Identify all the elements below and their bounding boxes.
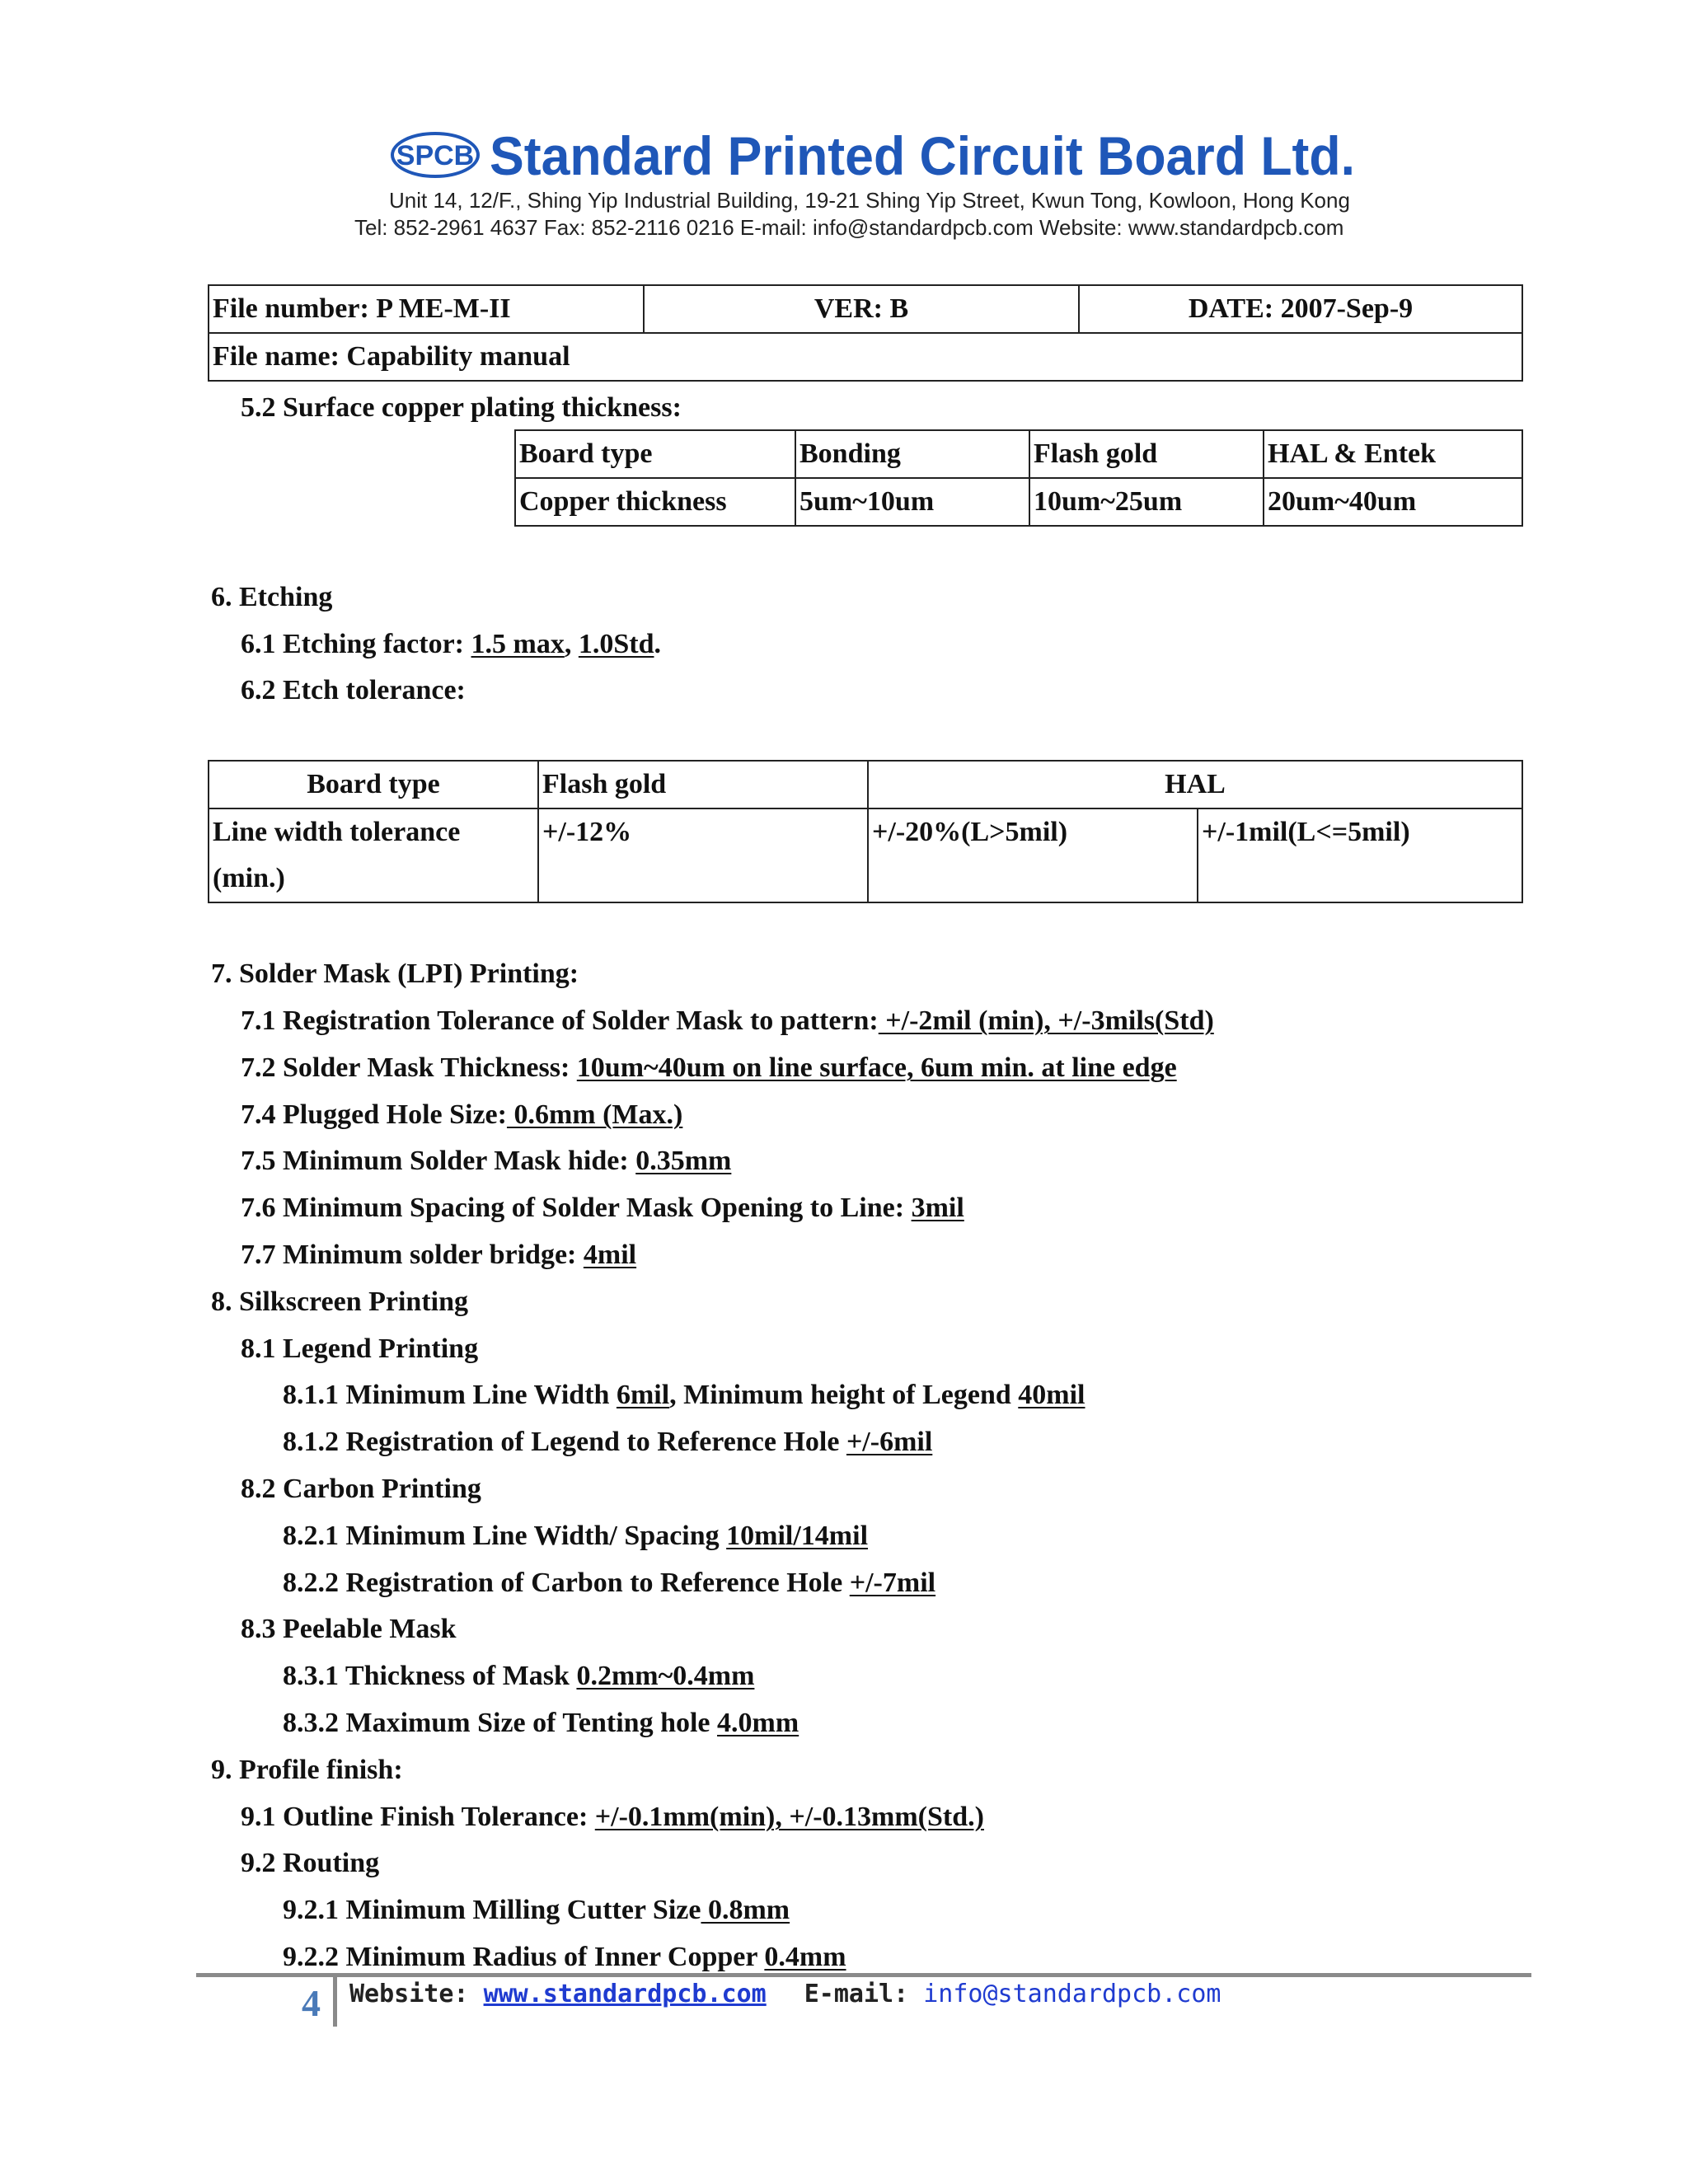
logo-mark: SPCB [396,140,475,171]
table-cell: Copper thickness [515,478,795,526]
section-6-1: 6.1 Etching factor: 1.5 max, 1.0Std. [241,629,661,659]
section-8-2-1: 8.2.1 Minimum Line Width/ Spacing 10mil/14mil [283,1521,869,1551]
table-cell: 5um~10um [795,478,1029,526]
section-7-2: 7.2 Solder Mask Thickness: 10um~40um on line surface, 6um min. at line edge [241,1052,1177,1083]
footer-website-link[interactable]: www.standardpcb.com [483,1980,767,2008]
section-8-1-1: 8.1.1 Minimum Line Width 6mil, Minimum height of Legend 40mil [283,1380,1085,1410]
section-8-heading: 8. Silkscreen Printing [211,1286,468,1317]
section-8-3-2: 8.3.2 Maximum Size of Tenting hole 4.0mm [283,1708,799,1738]
table-cell: +/-12% [538,808,868,902]
table-cell: +/-1mil(L<=5mil) [1198,808,1522,902]
table-header-cell: Board type [209,761,538,808]
section-7-1: 7.1 Registration Tolerance of Solder Mask to pattern: +/-2mil (min), +/-3mils(Std) [241,1005,1214,1036]
section-8-3: 8.3 Peelable Mask [241,1614,457,1644]
section-6-heading: 6. Etching [211,582,333,612]
company-name: Standard Printed Circuit Board Ltd. [490,125,1355,186]
table-cell: 10um~25um [1029,478,1264,526]
copper-thickness-table [514,429,1523,527]
file-info-table [208,284,1523,382]
footer-email-label: E-mail: [804,1980,924,2008]
section-9-heading: 9. Profile finish: [211,1755,403,1785]
section-8-2-2: 8.2.2 Registration of Carbon to Reference Hole +/-7mil [283,1568,936,1598]
footer-page-divider [333,1977,337,2027]
section-7-4: 7.4 Plugged Hole Size: 0.6mm (Max.) [241,1099,683,1130]
company-logo [387,124,1360,198]
table-header-cell: HAL & Entek [1264,430,1522,478]
table-header-cell: Flash gold [1029,430,1264,478]
table-header-cell: Flash gold [538,761,868,808]
section-8-1-2: 8.1.2 Registration of Legend to Reference Hole +/-6mil [283,1427,933,1457]
section-6-2: 6.2 Etch tolerance: [241,675,466,705]
file-version: VER: B [644,285,1079,333]
section-8-2: 8.2 Carbon Printing [241,1474,481,1504]
section-8-1: 8.1 Legend Printing [241,1333,479,1364]
etch-tolerance-table [208,760,1523,903]
table-header-cell: Board type [515,430,795,478]
section-7-heading: 7. Solder Mask (LPI) Printing: [211,958,579,989]
section-7-5: 7.5 Minimum Solder Mask hide: 0.35mm [241,1146,732,1176]
company-contact: Tel: 852-2961 4637 Fax: 852-2116 0216 E-mail: info@standardpcb.com Website: www.standardpcb.com [354,215,1344,240]
file-name: File name: Capability manual [209,333,1522,381]
file-date: DATE: 2007-Sep-9 [1079,285,1522,333]
section-7-6: 7.6 Minimum Spacing of Solder Mask Opening to Line: 3mil [241,1193,964,1223]
section-8-3-1: 8.3.1 Thickness of Mask 0.2mm~0.4mm [283,1661,755,1691]
footer-contact [349,1980,1221,2008]
company-address: Unit 14, 12/F., Shing Yip Industrial Building, 19-21 Shing Yip Street, Kwun Tong, Kowloon, Hong Kong [389,188,1350,213]
footer-divider [196,1973,1531,1977]
file-number: File number: P ME-M-II [209,285,644,333]
table-header-cell: Bonding [795,430,1029,478]
section-9-2: 9.2 Routing [241,1848,380,1878]
page-number: 4 [302,1982,321,2024]
table-cell: Line width tolerance (min.) [209,808,538,902]
section-9-2-1: 9.2.1 Minimum Milling Cutter Size 0.8mm [283,1895,790,1925]
table-cell: +/-20%(L>5mil) [868,808,1198,902]
section-9-2-2: 9.2.2 Minimum Radius of Inner Copper 0.4mm [283,1942,846,1972]
footer-website-label: Website: [349,1980,484,2008]
table-header-cell: HAL [868,761,1522,808]
section-7-7: 7.7 Minimum solder bridge: 4mil [241,1240,637,1270]
section-5-2-heading: 5.2 Surface copper plating thickness: [241,392,682,423]
table-cell: 20um~40um [1264,478,1522,526]
footer-email-link[interactable]: info@standardpcb.com [923,1980,1221,2008]
section-9-1: 9.1 Outline Finish Tolerance: +/-0.1mm(min), +/-0.13mm(Std.) [241,1802,984,1832]
